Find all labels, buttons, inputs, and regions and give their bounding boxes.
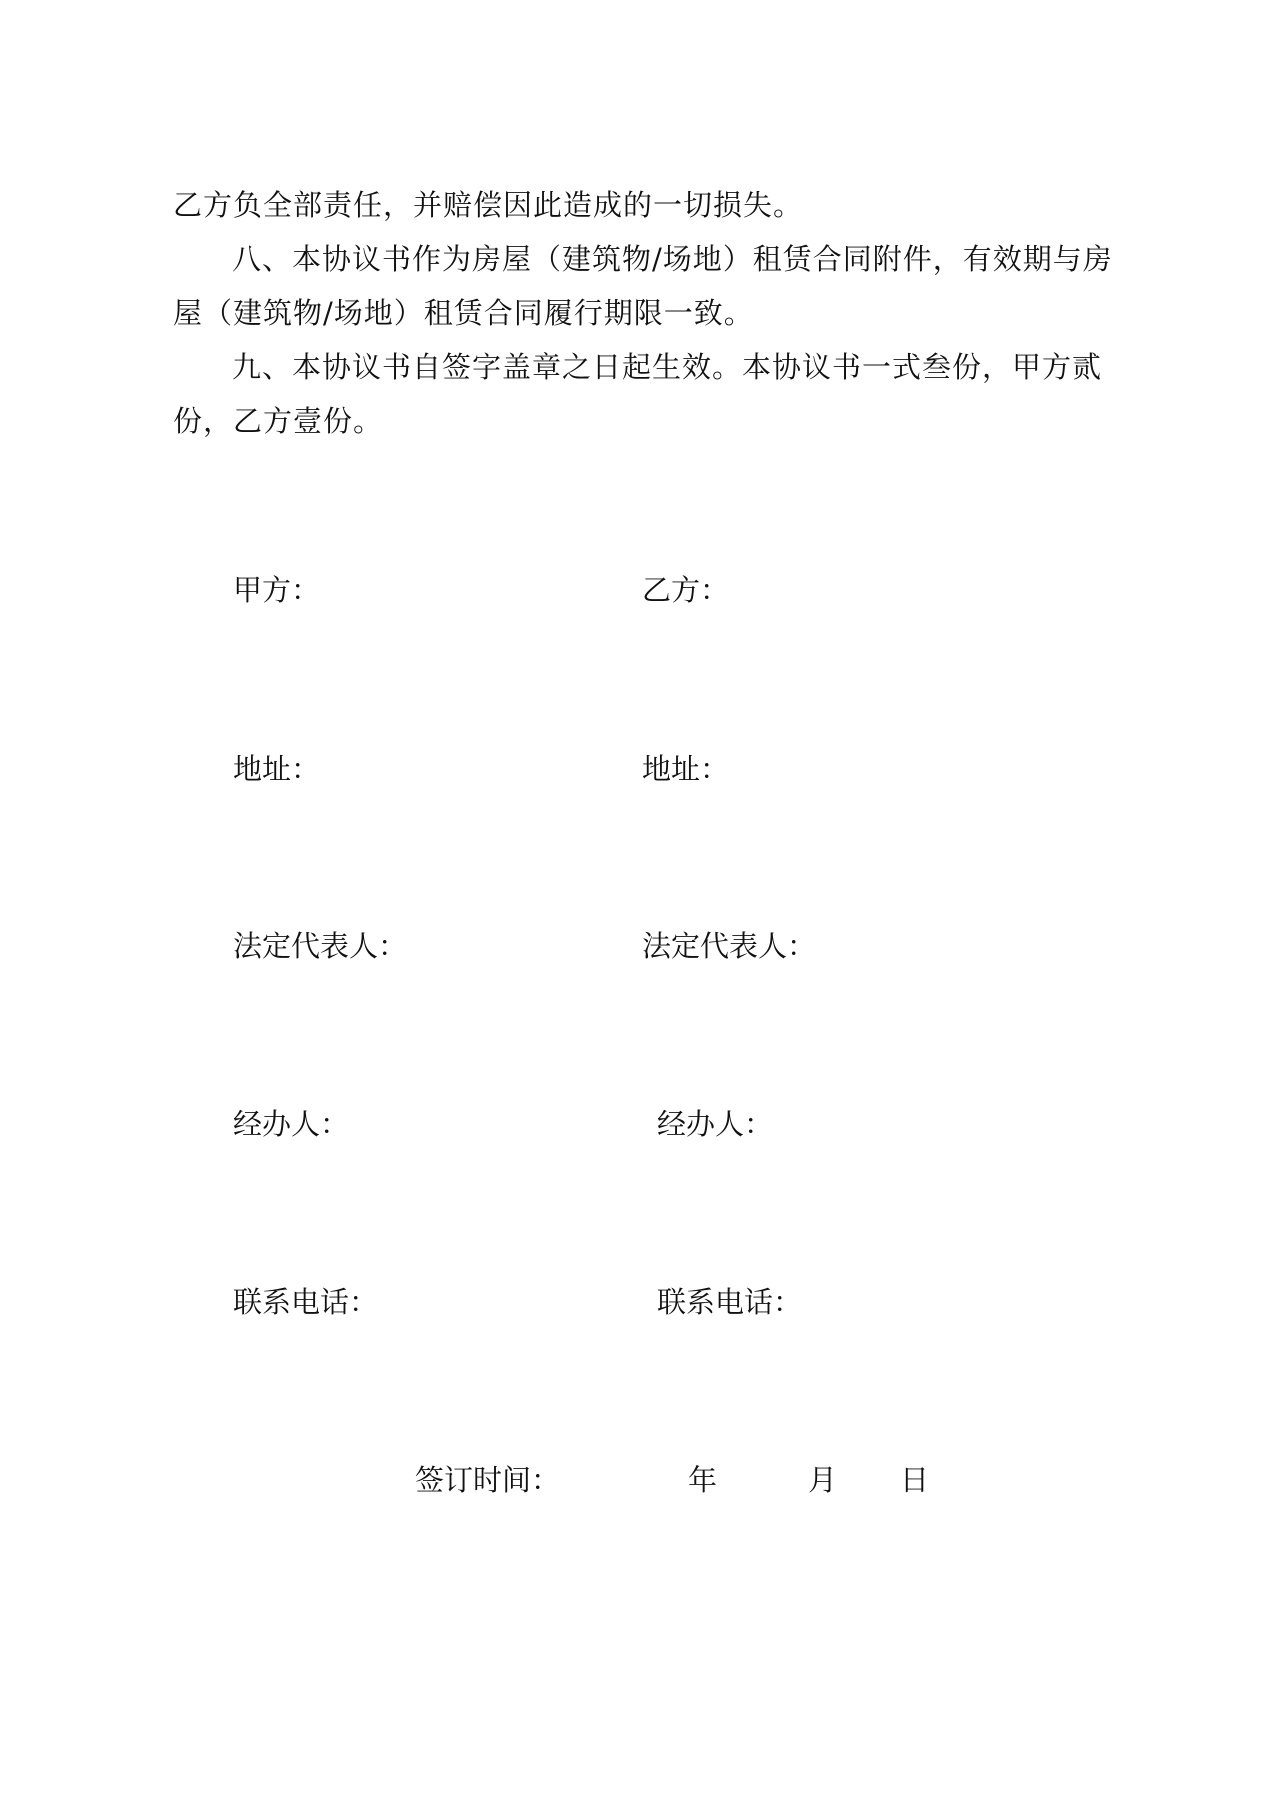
clause-8-line-2: 屋（建筑物/场地）租赁合同履行期限一致。 [173,296,754,330]
signing-date-day: 日 [900,1463,930,1497]
party-b-handler-label: 经办人： [657,1107,774,1141]
party-a-phone-label: 联系电话： [233,1285,379,1319]
party-b-legal-rep-label: 法定代表人： [642,929,817,963]
party-a-legal-rep-label: 法定代表人： [233,929,408,963]
signing-date-year: 年 [688,1463,718,1497]
signing-date-label: 签订时间： [415,1463,561,1497]
party-a-address-label: 地址： [233,752,321,786]
clause-9-line-2: 份，乙方壹份。 [173,404,384,438]
party-a-label: 甲方： [233,573,321,607]
party-b-label: 乙方： [642,573,730,607]
paragraph-continuation: 乙方负全部责任，并赔偿因此造成的一切损失。 [173,188,804,222]
signing-date-month: 月 [808,1463,838,1497]
clause-9-line-1: 九、本协议书自签字盖章之日起生效。本协议书一式叁份，甲方贰 [232,350,1103,384]
party-a-handler-label: 经办人： [233,1107,350,1141]
clause-8-line-1: 八、本协议书作为房屋（建筑物/场地）租赁合同附件，有效期与房 [232,242,1113,276]
party-b-phone-label: 联系电话： [657,1285,803,1319]
party-b-address-label: 地址： [642,752,730,786]
